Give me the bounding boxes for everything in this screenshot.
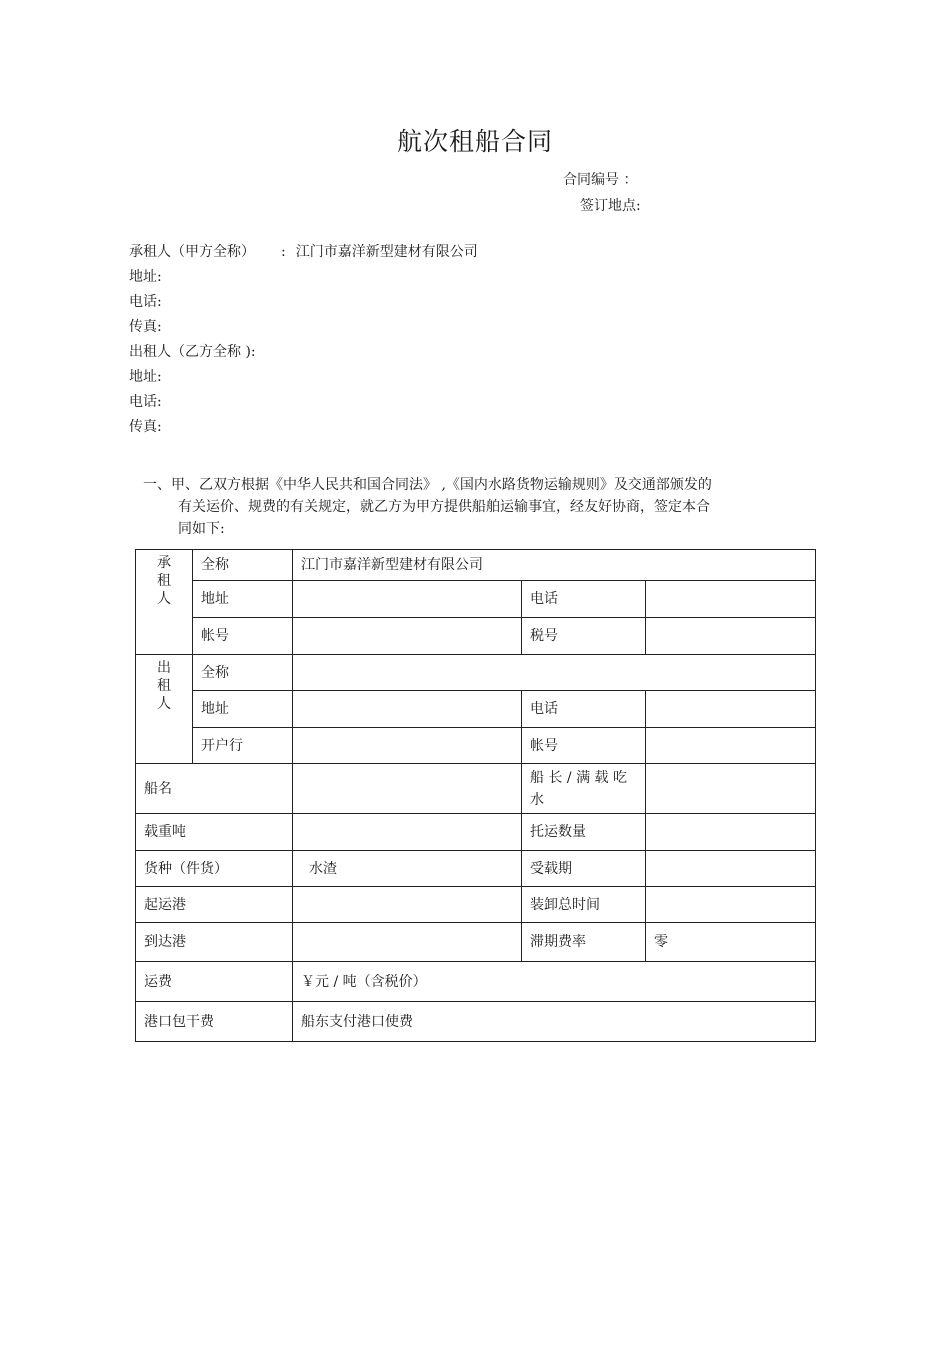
cell-label: 装卸总时间 — [522, 887, 646, 923]
table-row — [136, 618, 816, 655]
freight-value: ￥元 / 吨（含税价） — [293, 962, 816, 1002]
cell-value — [646, 618, 816, 655]
table-row — [136, 851, 816, 887]
cell-label: 税号 — [522, 618, 646, 655]
lessee-name: 江门市嘉洋新型建材有限公司 — [295, 244, 478, 260]
cell-label: 货种（件货） — [136, 851, 293, 887]
cell-value — [646, 764, 816, 814]
clause-1-line-3: 同如下: — [178, 521, 225, 537]
cell-label: 运费 — [136, 962, 293, 1002]
cell-value — [293, 814, 522, 851]
cell-label: 港口包干费 — [136, 1002, 293, 1042]
lessee-fax-label: 传真: — [129, 319, 162, 335]
table-row — [136, 581, 816, 618]
table-row — [136, 764, 816, 814]
cell-label: 帐号 — [522, 728, 646, 764]
cell-value — [646, 728, 816, 764]
table-row — [136, 814, 816, 851]
clause-1 — [143, 474, 803, 540]
lessor-fax-label: 传真: — [129, 419, 162, 435]
cell-label: 全称 — [193, 655, 293, 691]
lessor-phone-label: 电话: — [129, 394, 162, 410]
cell-label: 到达港 — [136, 923, 293, 962]
cell-value — [293, 655, 816, 691]
cell-value — [646, 581, 816, 618]
table-row — [136, 655, 816, 691]
cell-label: 船名 — [136, 764, 293, 814]
table-row — [136, 691, 816, 728]
lessee-line — [129, 240, 478, 265]
contract-number-label: 合同编号 ： — [563, 172, 638, 188]
cell-value — [293, 887, 522, 923]
cell-value — [293, 618, 522, 655]
party-info — [129, 240, 478, 440]
lessee-fullname-value: 江门市嘉洋新型建材有限公司 — [293, 550, 816, 581]
cargo-type-value: 水渣 — [293, 851, 522, 887]
cell-label: 受载期 — [522, 851, 646, 887]
lessee-label: 承租人（甲方全称） — [129, 244, 255, 260]
table-row — [136, 550, 816, 581]
table-row — [136, 962, 816, 1002]
cell-value — [646, 851, 816, 887]
cell-value — [293, 581, 522, 618]
table-row — [136, 887, 816, 923]
table-row — [136, 1002, 816, 1042]
cell-label: 载重吨 — [136, 814, 293, 851]
cell-label: 全称 — [193, 550, 293, 581]
cell-label: 电话 — [522, 581, 646, 618]
cell-label: 帐号 — [193, 618, 293, 655]
lessee-address-label: 地址: — [129, 269, 162, 285]
cell-label: 地址 — [193, 581, 293, 618]
cell-value — [293, 728, 522, 764]
table-row — [136, 728, 816, 764]
contract-table — [135, 549, 816, 1042]
cell-label: 船 长 / 满 载 吃 水 — [522, 764, 646, 814]
cell-label: 开户行 — [193, 728, 293, 764]
lessee-group-label: 承租人 — [136, 550, 193, 655]
cell-label: 滞期费率 — [522, 923, 646, 962]
port-fee-value: 船东支付港口使费 — [293, 1002, 816, 1042]
cell-label: 起运港 — [136, 887, 293, 923]
cell-value — [293, 923, 522, 962]
cell-label: 地址 — [193, 691, 293, 728]
lessee-sep: : — [281, 244, 286, 260]
cell-value — [646, 691, 816, 728]
cell-value — [646, 887, 816, 923]
cell-value — [293, 764, 522, 814]
lessee-phone-label: 电话: — [129, 294, 162, 310]
lessor-group-label: 出租人 — [136, 655, 193, 764]
lessor-address-label: 地址: — [129, 369, 162, 385]
cell-label: 托运数量 — [522, 814, 646, 851]
signing-place-label: 签订地点: — [580, 198, 641, 214]
table-row — [136, 923, 816, 962]
lessor-label: 出租人（乙方全称 ): — [129, 344, 256, 360]
clause-1-line-1: 一、甲、乙双方根据《中华人民共和国合同法》 ,《国内水路货物运输规则》及交通部颁发的 — [143, 477, 712, 493]
clause-1-line-2: 有关运价、规费的有关规定，就乙方为甲方提供船舶运输事宜，经友好协商，签定本合 — [178, 499, 710, 515]
document-title: 航次租船合同 — [396, 127, 553, 156]
demurrage-value: 零 — [646, 923, 816, 962]
cell-value — [646, 814, 816, 851]
cell-label: 电话 — [522, 691, 646, 728]
cell-value — [293, 691, 522, 728]
